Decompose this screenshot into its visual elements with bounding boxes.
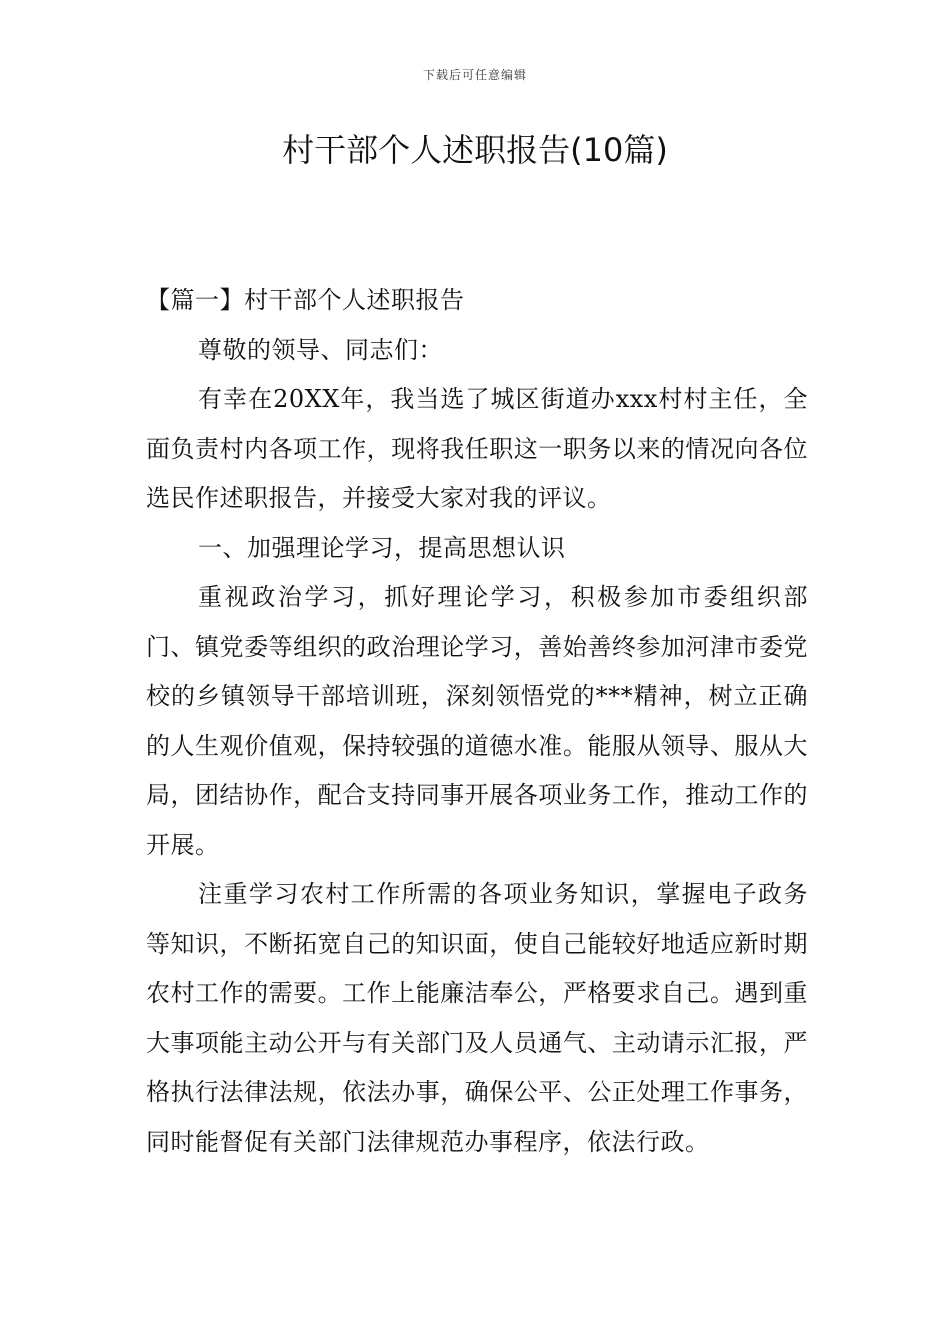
subsection-heading: 一、加强理论学习，提高思想认识 [198, 533, 566, 562]
document-title: 村干部个人述职报告(10篇) [282, 131, 668, 169]
salutation: 尊敬的领导、同志们： [198, 335, 443, 364]
section-heading: 【篇一】村干部个人述职报告 [146, 286, 465, 314]
body-paragraph: 有幸在20XX年，我当选了城区街道办xxx村村主任，全面负责村内各项工作，现将我任职这一职务以来的情况向各位选民作述职报告，并接受大家对我的评议。 [146, 385, 808, 512]
document-body [146, 276, 808, 1167]
body-paragraph: 重视政治学习，抓好理论学习，积极参加市委组织部门、镇党委等组织的政治理论学习，善始善终参加河津市委党校的乡镇领导干部培训班，深刻领悟党的***精神，树立正确的人生观价值观，保持较强的道德水准。能服从领导、服从大局，团结协作，配合支持同事开展各项业务工作，推动工作的开展。 [146, 583, 808, 859]
body-paragraph: 注重学习农村工作所需的各项业务知识，掌握电子政务等知识，不断拓宽自己的知识面，使自己能较好地适应新时期农村工作的需要。工作上能廉洁奉公，严格要求自己。遇到重大事项能主动公开与有关部门及人员通气、主动请示汇报，严格执行法律法规，依法办事，确保公平、公正处理工作事务，同时能督促有关部门法律规范办事程序，依法行政。 [146, 880, 808, 1156]
header-note: 下载后可任意编辑 [422, 68, 527, 82]
